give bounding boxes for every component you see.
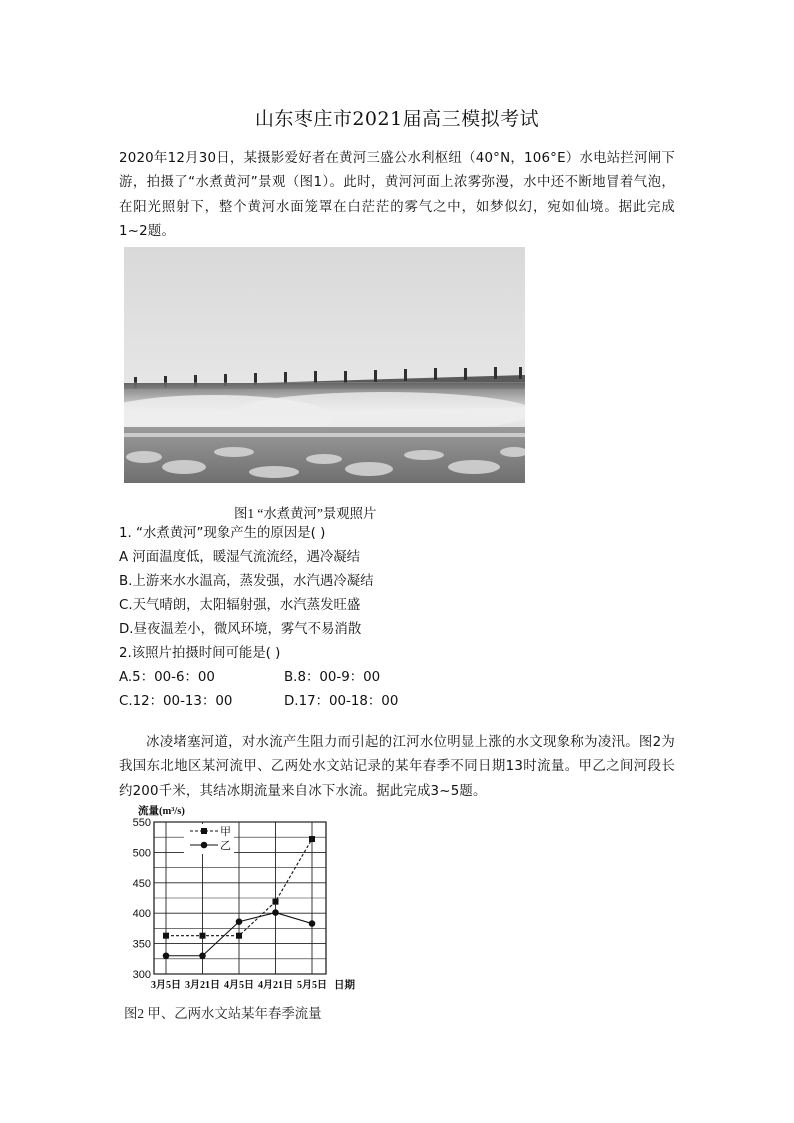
- x-axis-label: 日期: [334, 980, 355, 991]
- data-point-甲: [273, 899, 279, 905]
- y-tick-label: 300: [132, 969, 151, 981]
- question-1-stem: 1. “水煮黄河”现象产生的原因是( ): [119, 526, 326, 541]
- data-point-甲: [236, 933, 242, 939]
- x-tick-label: 4月5日: [224, 980, 254, 991]
- question-2-option-c: C.12：00-13：00: [119, 694, 233, 709]
- x-tick-label: 3月5日: [151, 980, 181, 991]
- yellow-river-photo: [124, 247, 525, 483]
- figure-2-caption: 图2 甲、乙两水文站某年春季流量: [124, 1006, 322, 1021]
- data-point-乙: [163, 952, 170, 959]
- legend-marker-乙: [201, 842, 208, 849]
- page-title: 山东枣庄市2021届高三模拟考试: [254, 108, 540, 130]
- y-tick-label: 450: [132, 877, 151, 890]
- data-point-乙: [272, 909, 279, 916]
- data-point-甲: [309, 836, 315, 842]
- question-1-option-c: C.天气晴朗，太阳辐射强，水汽蒸发旺盛: [119, 598, 361, 613]
- question-1-option-d: D.昼夜温差小，微风环境，雾气不易消散: [119, 622, 362, 637]
- legend-marker-甲: [201, 828, 207, 834]
- question-2-option-d: D.17：00-18：00: [284, 694, 399, 709]
- question-2-option-b: B.8：00-9：00: [284, 670, 381, 685]
- y-tick-label: 350: [132, 938, 151, 951]
- y-tick-label: 500: [132, 847, 151, 860]
- flow-chart: [118, 802, 368, 992]
- data-point-乙: [199, 952, 206, 959]
- y-axis-label: 流量(m³/s): [138, 806, 185, 817]
- y-tick-label: 550: [132, 817, 151, 829]
- legend-label-乙: 乙: [220, 839, 231, 852]
- data-point-乙: [236, 918, 243, 925]
- x-tick-label: 3月21日: [185, 980, 220, 991]
- x-tick-label: 4月21日: [258, 980, 293, 991]
- data-point-甲: [200, 933, 206, 939]
- question-2-option-a: A.5：00-6：00: [119, 670, 215, 685]
- data-point-甲: [163, 933, 169, 939]
- question-1-option-a: A 河面温度低，暖湿气流流经，遇冷凝结: [119, 550, 361, 565]
- intro-paragraph-2: 冰凌堵塞河道，对水流产生阻力而引起的江河水位明显上涨的水文现象称为凌汛。图2为我国东北地区某河流甲、乙两处水文站记录的某年春季不同日期13时流量。甲乙之间河段长约200千米，其结冰期流量来自冰下水流。据此完成3~5题。: [119, 735, 675, 799]
- y-tick-label: 400: [132, 908, 151, 921]
- question-2-stem: 2.该照片拍摄时间可能是( ): [119, 646, 281, 661]
- data-point-乙: [309, 920, 316, 927]
- figure-1-caption: 图1 “水煮黄河”景观照片: [234, 506, 377, 521]
- legend-label-甲: 甲: [220, 825, 231, 838]
- x-tick-label: 5月5日: [297, 980, 327, 991]
- flow-chart-svg: [118, 802, 368, 992]
- question-1-option-b: B.上游来水水温高，蒸发强，水汽遇冷凝结: [119, 574, 374, 589]
- intro-paragraph-1: 2020年12月30日，某摄影爱好者在黄河三盛公水利枢纽（40°N，106°E）水电站拦河闸下游，拍摄了“水煮黄河”景观（图1）。此时，黄河河面上浓雾弥漫，水中还不断地冒着气泡，在阳光照射下，整个黄河水面笼罩在白茫茫的雾气之中，如梦似幻，宛如仙境。据此完成1~2题。: [119, 151, 675, 239]
